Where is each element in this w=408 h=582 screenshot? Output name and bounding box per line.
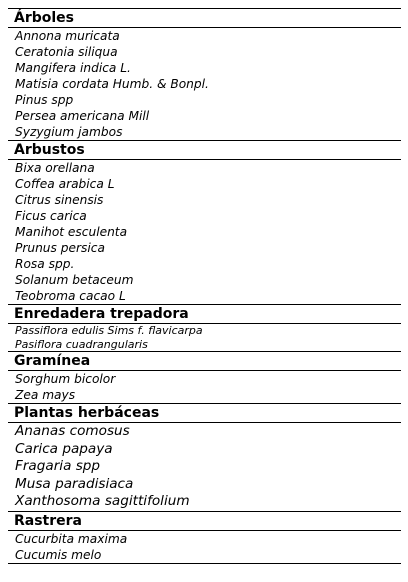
species-item: Ceratonia siliqua bbox=[15, 45, 118, 59]
species-item: Coffea arabica L bbox=[15, 177, 115, 191]
section-arboles bbox=[8, 8, 401, 140]
species-list bbox=[8, 531, 401, 563]
species-item: Manihot esculenta bbox=[15, 225, 128, 239]
species-item: Pasiflora cuadrangularis bbox=[15, 337, 148, 351]
section-enredadera-trepadora bbox=[8, 304, 401, 351]
section-header: Arbustos bbox=[8, 140, 401, 160]
species-item: Ananas comosus bbox=[15, 423, 130, 439]
species-item: Cucumis melo bbox=[15, 547, 102, 562]
species-item: Solanum betaceum bbox=[15, 273, 134, 287]
species-list bbox=[8, 160, 401, 304]
species-item: Citrus sinensis bbox=[15, 193, 104, 207]
species-item: Syzygium jambos bbox=[15, 125, 123, 139]
species-item: Carica papaya bbox=[15, 440, 113, 457]
species-item: Cucurbita maxima bbox=[15, 531, 128, 546]
species-item: Zea mays bbox=[15, 388, 76, 402]
species-list bbox=[8, 423, 401, 511]
section-rastrera bbox=[8, 511, 401, 563]
species-item: Prunus persica bbox=[15, 241, 105, 255]
species-item: Ficus carica bbox=[15, 209, 87, 223]
table-bottom-border bbox=[8, 563, 401, 564]
species-item: Rosa spp. bbox=[15, 257, 75, 271]
species-item: Annona muricata bbox=[15, 29, 120, 43]
section-header: Gramínea bbox=[8, 351, 401, 371]
species-list bbox=[8, 371, 401, 403]
species-item: Persea americana Mill bbox=[15, 109, 150, 123]
species-list bbox=[8, 28, 401, 140]
species-item: Bixa orellana bbox=[15, 161, 95, 175]
species-item: Pinus spp bbox=[15, 93, 74, 107]
section-header: Árboles bbox=[8, 8, 401, 28]
species-item: Musa paradisiaca bbox=[15, 475, 134, 492]
section-graminea bbox=[8, 351, 401, 403]
section-header: Plantas herbáceas bbox=[8, 403, 401, 423]
species-item: Matisia cordata Humb. & Bonpl. bbox=[15, 77, 209, 91]
species-item: Fragaria spp bbox=[15, 458, 101, 474]
species-item: Sorghum bicolor bbox=[15, 372, 116, 386]
plant-classification-table bbox=[8, 8, 401, 564]
species-item: Passiflora edulis Sims f. flavicarpa bbox=[15, 324, 203, 337]
section-header: Enredadera trepadora bbox=[8, 304, 401, 324]
section-header: Rastrera bbox=[8, 511, 401, 531]
species-item: Xanthosoma sagittifolium bbox=[15, 493, 190, 509]
species-list bbox=[8, 324, 401, 351]
section-arbustos bbox=[8, 140, 401, 304]
species-item: Teobroma cacao L bbox=[15, 289, 126, 303]
section-plantas-herbaceas bbox=[8, 403, 401, 511]
species-item: Mangifera indica L. bbox=[15, 61, 131, 75]
